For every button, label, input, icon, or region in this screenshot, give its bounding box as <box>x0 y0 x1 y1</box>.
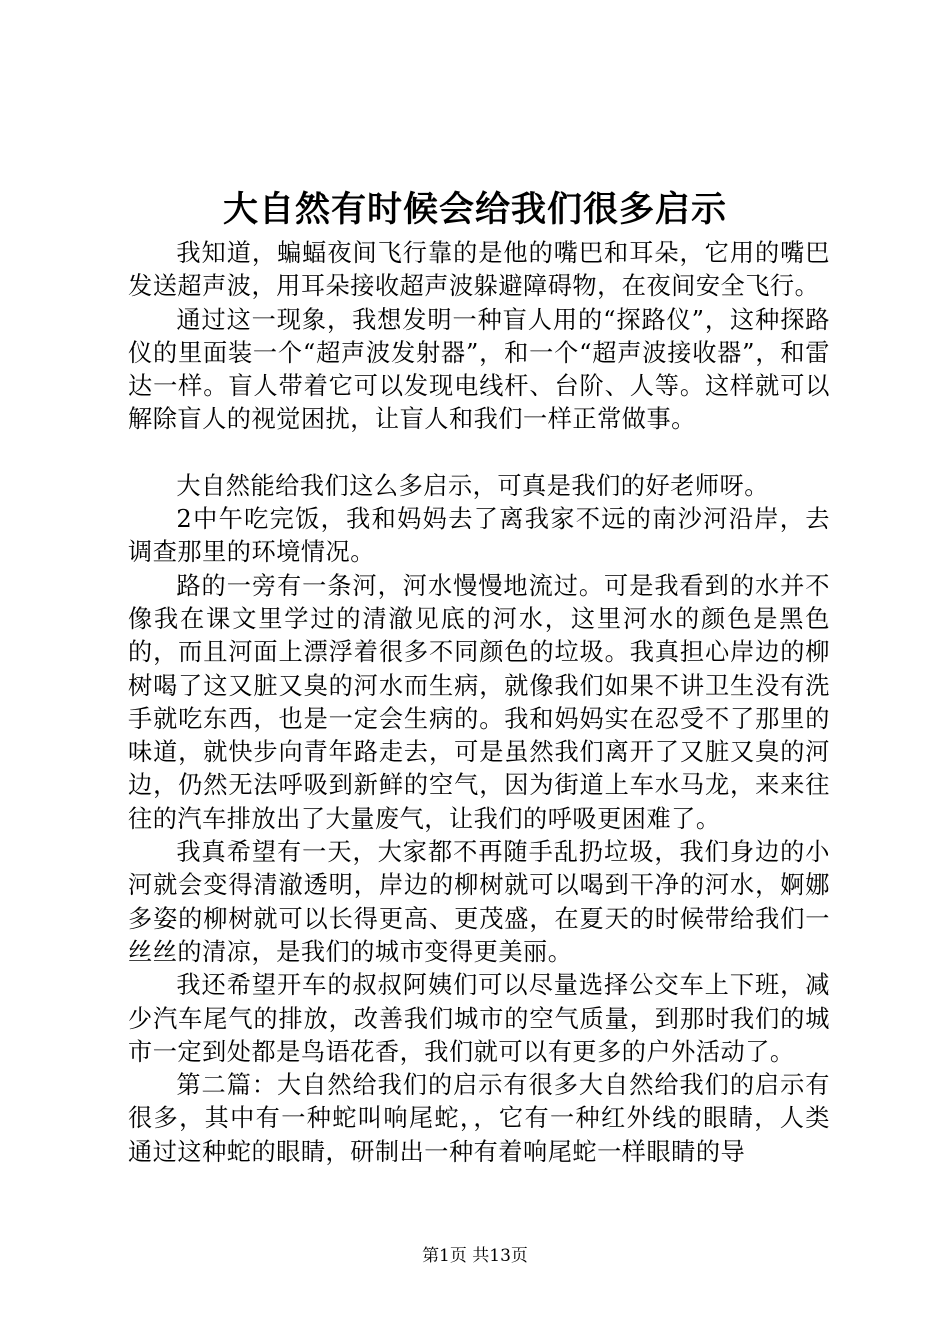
paragraph: 通过这一现象，我想发明一种盲人用的“探路仪”，这种探路仪的里面装一个“超声波发射器”，和一个“超声波接收器”，和雷达一样。盲人带着它可以发现电线杆、台阶、人等。这样就可以解除盲人的视觉困扰，让盲人和我们一样正常做事。 <box>128 305 830 434</box>
page-number-footer: 第1页 共13页 <box>422 1246 528 1266</box>
paragraph: 我真希望有一天，大家都不再随手乱扔垃圾，我们身边的小河就会变得清澈透明，岸边的柳树就可以喝到干净的河水，婀娜多姿的柳树就可以长得更高、更茂盛，在夏天的时候带给我们一丝丝的清凉，是我们的城市变得更美丽。 <box>128 838 830 966</box>
document-title: 大自然有时候会给我们很多启示 <box>222 189 727 230</box>
paragraph: 路的一旁有一条河，河水慢慢地流过。可是我看到的水并不像我在课文里学过的清澈见底的河水，这里河水的颜色是黑色的，而且河面上漂浮着很多不同颜色的垃圾。我真担心岸边的柳树喝了这又脏又臭的河水而生病，就像我们如果不讲卫生没有洗手就吃东西，也是一定会生病的。我和妈妈实在忍受不了那里的味道，就快步向青年路走去，可是虽然我们离开了又脏又臭的河边，仍然无法呼吸到新鲜的空气，因为街道上车水马龙，来来往往的汽车排放出了大量废气，让我们的呼吸更困难了。 <box>128 571 830 833</box>
paragraph: 第二篇：大自然给我们的启示有很多大自然给我们的启示有很多，其中有一种蛇叫响尾蛇，，它有一种红外线的眼睛，人类通过这种蛇的眼睛，研制出一种有着响尾蛇一样眼睛的导 <box>128 1071 830 1166</box>
paragraph: 我知道，蝙蝠夜间飞行靠的是他的嘴巴和耳朵，它用的嘴巴发送超声波，用耳朵接收超声波躲避障碍物，在夜间安全飞行。 <box>128 239 830 301</box>
paragraph: 我还希望开车的叔叔阿姨们可以尽量选择公交车上下班，减少汽车尾气的排放，改善我们城市的空气质量，到那时我们的城市一定到处都是鸟语花香，我们就可以有更多的户外活动了。 <box>128 971 830 1066</box>
paragraph: 大自然能给我们这么多启示，可真是我们的好老师呀。 <box>176 471 769 500</box>
paragraph: 2中午吃完饭，我和妈妈去了离我家不远的南沙河沿岸，去调查那里的环境情况。 <box>128 505 830 567</box>
document-body <box>128 237 830 1169</box>
